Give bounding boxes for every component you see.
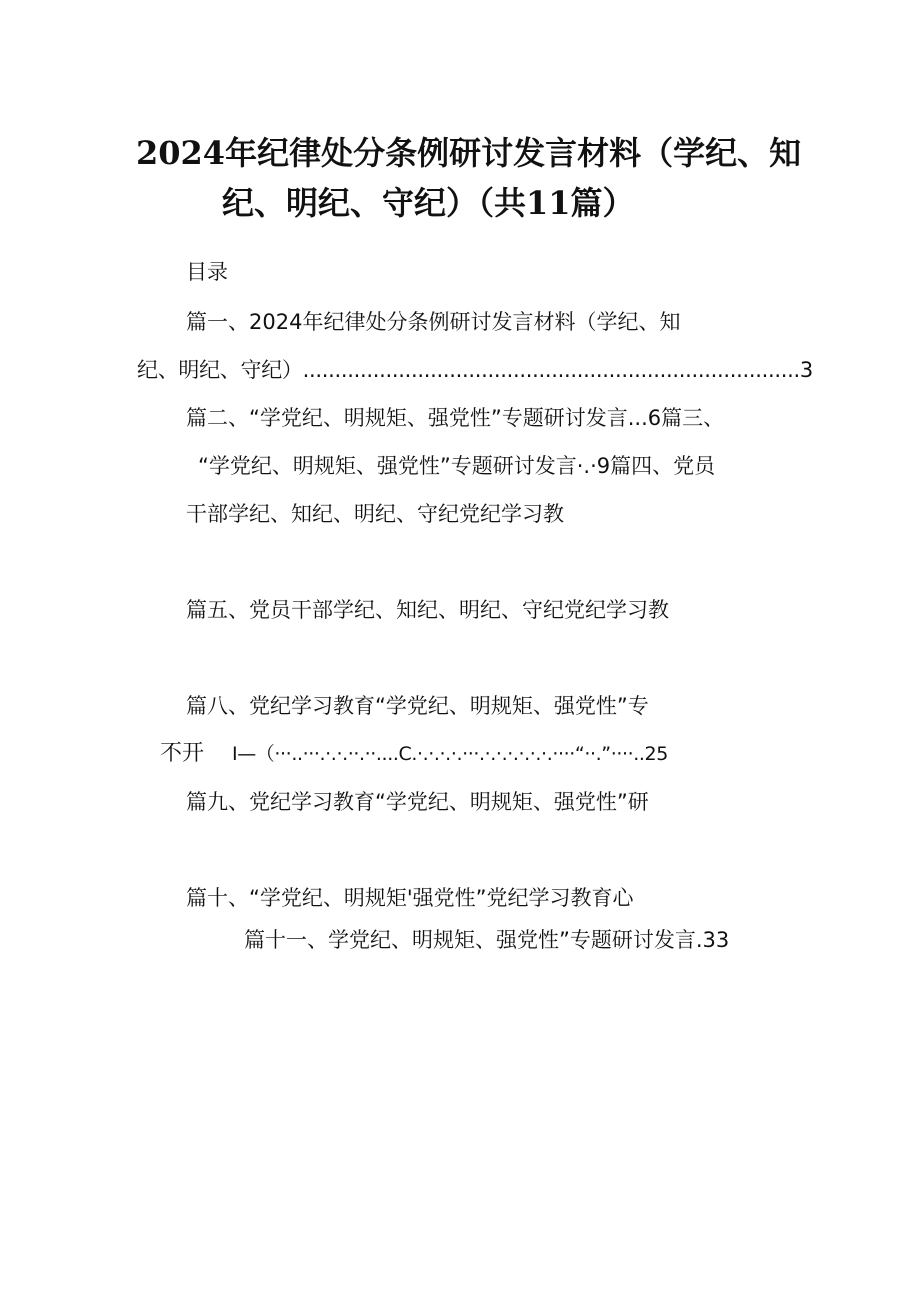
toc-entry-11: 篇十一、学党纪、明规矩、强党性”专题研讨发言.33 — [244, 928, 730, 952]
toc-heading: 目录 — [186, 260, 228, 284]
document-title-line-2: 纪、明纪、守纪）（共11篇） — [222, 184, 635, 222]
toc-entry-8-line-2: I—（···..···.·.·.··.··....C.·.·.·.·.···.·.·.·.·.·.·.····“··.”····..25 — [232, 743, 668, 765]
document-title-line-1: 2024年纪律处分条例研讨发言材料（学纪、知 — [136, 134, 802, 172]
toc-entry-2: 篇二、“学党纪、明规矩、强党性”专题研讨发言...6篇三、 — [186, 406, 725, 430]
toc-entry-3: “学党纪、明规矩、强党性”专题研讨发言·.·9篇四、党员 — [198, 454, 716, 478]
toc-entry-4: 干部学纪、知纪、明纪、守纪党纪学习教 — [186, 502, 564, 526]
toc-entry-10: 篇十、“学党纪、明规矩'强党性”党纪学习教育心 — [186, 886, 634, 910]
toc-stray-text: 不开 — [160, 741, 205, 766]
toc-entry-9: 篇九、党纪学习教育“学党纪、明规矩、强党性”研 — [186, 790, 649, 814]
toc-entry-5: 篇五、党员干部学纪、知纪、明纪、守纪党纪学习教 — [186, 598, 669, 622]
toc-entry-1-line-2: 纪、明纪、守纪）..............................................................................3 — [137, 358, 813, 382]
toc-entry-1-line-1: 篇一、2024年纪律处分条例研讨发言材料（学纪、知 — [186, 310, 681, 334]
toc-entry-8-line-1: 篇八、党纪学习教育“学党纪、明规矩、强党性”专 — [186, 694, 649, 718]
